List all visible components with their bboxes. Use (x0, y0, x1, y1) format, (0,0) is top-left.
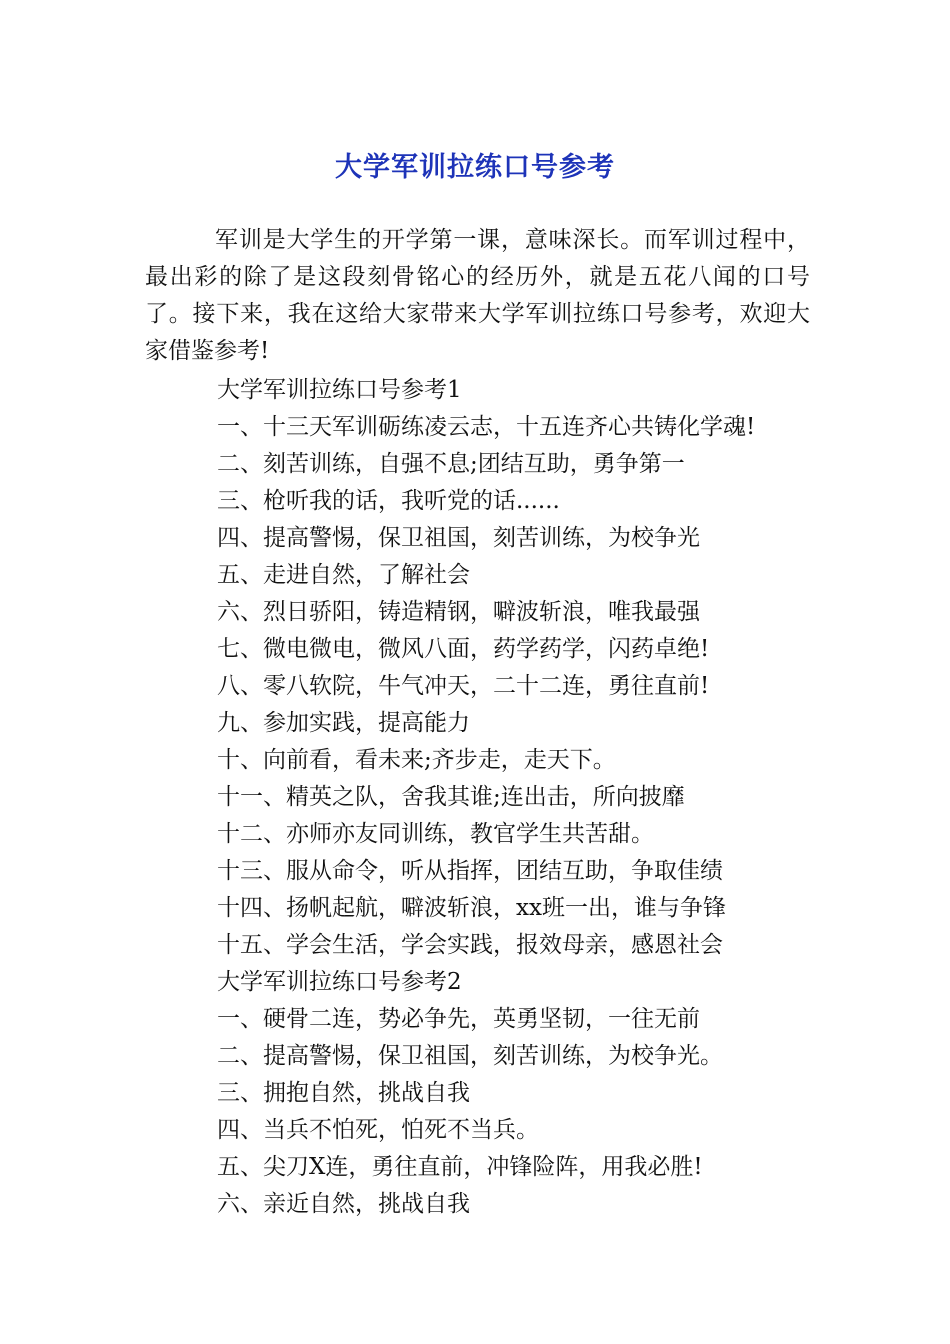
intro-paragraph: 军训是大学生的开学第一课，意味深长。而军训过程中，最出彩的除了是这段刻骨铭心的经历外，就是五花八闻的口号了。接下来，我在这给大家带来大学军训拉练口号参考，欢迎大家借鉴参考! (145, 227, 810, 364)
slogan-line: 十一、精英之队，舍我其谁;连出击，所向披靡 (217, 784, 685, 810)
section-heading-2: 大学军训拉练口号参考2 (217, 969, 462, 995)
slogan-line: 六、亲近自然，挑战自我 (217, 1191, 470, 1217)
slogan-line: 二、提高警惕，保卫祖国，刻苦训练，为校争光。 (217, 1043, 723, 1069)
slogan-list (217, 372, 837, 1223)
slogan-line: 十三、服从命令，听从指挥，团结互助，争取佳绩 (217, 858, 723, 884)
document-title: 大学军训拉练口号参考 (335, 152, 615, 184)
slogan-line: 五、尖刀X连，勇往直前，冲锋险阵，用我必胜! (217, 1154, 703, 1180)
section-heading-1: 大学军训拉练口号参考1 (217, 377, 462, 403)
slogan-line: 四、当兵不怕死，怕死不当兵。 (217, 1117, 539, 1143)
slogan-line: 四、提高警惕，保卫祖国，刻苦训练，为校争光 (217, 525, 700, 551)
slogan-line: 八、零八软院，牛气冲天，二十二连，勇往直前! (217, 673, 710, 699)
slogan-line: 十二、亦师亦友同训练，教官学生共苦甜。 (217, 821, 654, 847)
slogan-line: 一、硬骨二连，势必争先，英勇坚韧，一往无前 (217, 1006, 700, 1032)
slogan-line: 十五、学会生活，学会实践，报效母亲，感恩社会 (217, 932, 723, 958)
slogan-line: 七、微电微电，微风八面，药学药学，闪药卓绝! (217, 636, 710, 662)
slogan-line: 一、十三天军训砺练凌云志，十五连齐心共铸化学魂! (217, 414, 756, 440)
slogan-line: 五、走进自然，了解社会 (217, 562, 470, 588)
slogan-line: 二、刻苦训练，自强不息;团结互助，勇争第一 (217, 451, 685, 477)
slogan-line: 六、烈日骄阳，铸造精钢，噼波斩浪，唯我最强 (217, 599, 700, 625)
slogan-line: 十四、扬帆起航，噼波斩浪，xx班一出，谁与争锋 (217, 895, 726, 921)
slogan-line: 十、向前看，看未来;齐步走，走天下。 (217, 747, 616, 773)
slogan-line: 九、参加实践，提高能力 (217, 710, 470, 736)
slogan-line: 三、枪听我的话，我听党的话...... (217, 488, 560, 514)
slogan-line: 三、拥抱自然，挑战自我 (217, 1080, 470, 1106)
